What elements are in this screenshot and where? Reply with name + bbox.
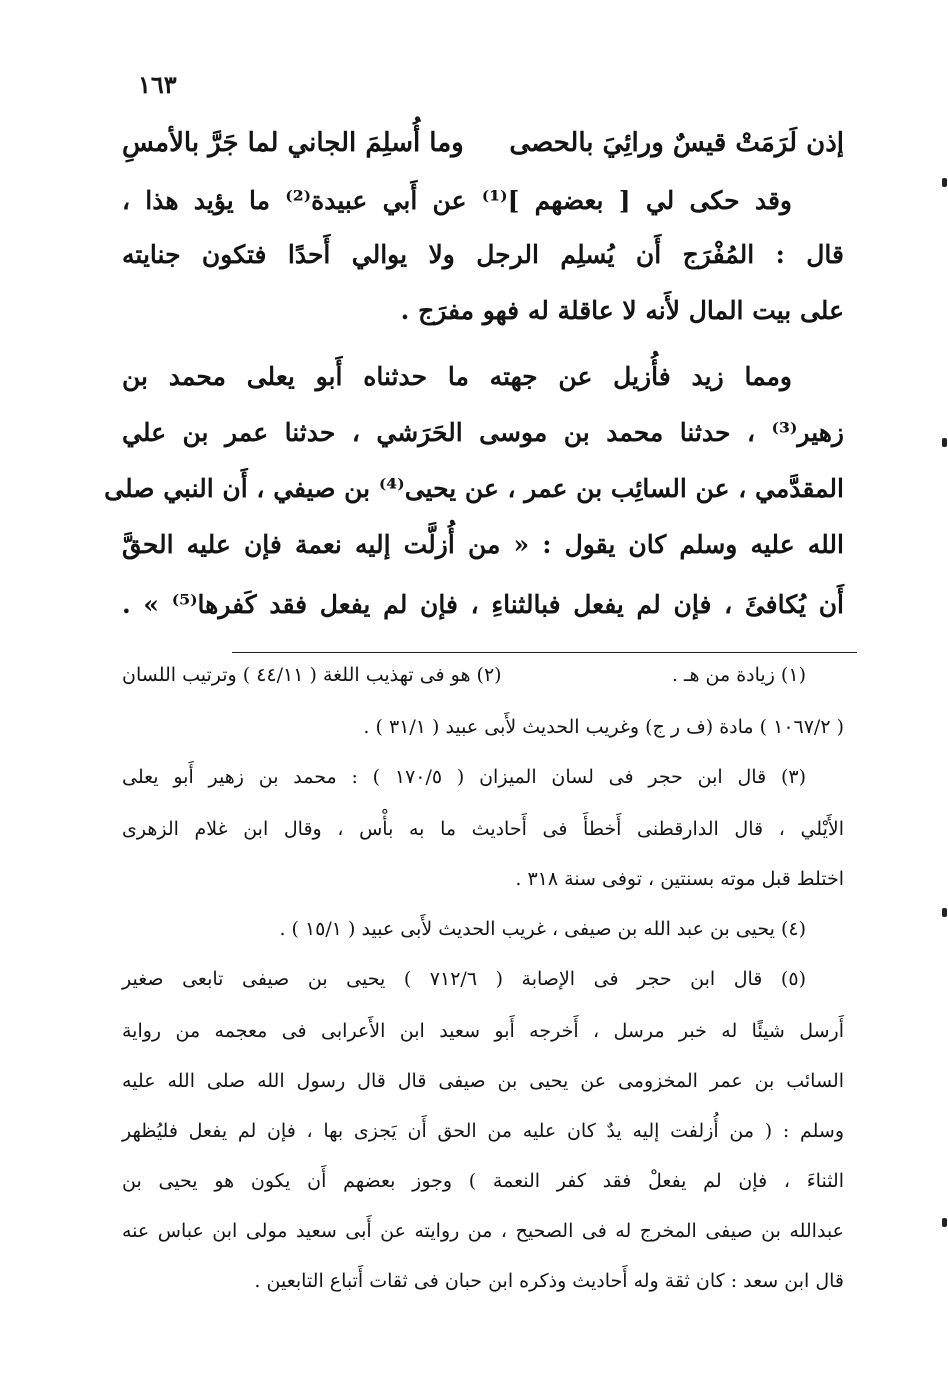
main-text-line: وقد حكى لي [ بعضهم ]⁽¹⁾ عن أَبي عبيدة⁽²⁾ ما يؤيد هذا ، (122, 186, 793, 215)
main-text-line: على بيت المال لأَنه لا عاقلة له فهو مفرَج . (400, 296, 844, 325)
margin-mark (942, 1218, 947, 1227)
footnote-3-line: (٣) قال ابن حجر فى لسان الميزان ( ١٧٠/٥ ) : محمد بن زهير أَبو يعلى (122, 766, 806, 788)
verse-second-hemistich: وما أُسلِمَ الجاني لما جَرَّ بالأمسِ (122, 128, 464, 158)
footnote-5-line: قال ابن سعد : كان ثقة وله أَحاديث وذكره ابن حبان فى ثقات أَتباع التابعين . (254, 1270, 844, 1292)
footnote-divider (232, 652, 857, 653)
main-text-line: المقدَّمي ، عن السائِب بن عمر ، عن يحيى⁽⁴⁾ بن صيفي ، أَن النبي صلى (104, 474, 844, 503)
main-text-line: أَن يُكافئَ ، فإن لم يفعل فبالثناءِ ، فإن لم يفعل فقد كَفرها⁽⁵⁾ » . (122, 590, 844, 619)
margin-mark (942, 438, 947, 447)
footnotes-1-2 (122, 664, 844, 700)
footnote-1: (١) زيادة من هـ . (671, 664, 806, 686)
footnote-2-continuation: ( ١٠٦٧/٢ ) مادة (ف ر ج) وغريب الحديث لأَبى عبيد ( ٣١/١ ) . (363, 716, 844, 738)
main-text-line: ومما زيد فأُزيل عن جهته ما حدثناه أَبو يعلى محمد بن (122, 362, 792, 391)
footnote-5-line: أَرسل شيئًا له خبر مرسل ، أَخرجه أَبو سعيد ابن الأَعرابى فى معجمه من رواية (122, 1020, 844, 1042)
main-text-line: الله عليه وسلم كان يقول : « من أُزلَّت إليه نعمة فإن عليه الحقَّ (122, 530, 844, 559)
poetry-verse (122, 120, 844, 170)
main-text-line: زهير⁽³⁾ ، حدثنا محمد بن موسى الحَرَشي ، حدثنا عمر بن علي (122, 418, 844, 447)
footnote-3-line: الأَيْلي ، قال الدارقطنى أَخطأَ فى أَحاديث ما به بأْس ، وقال ابن غلام الزهرى (122, 818, 844, 840)
verse-first-hemistich: إذن لَرَمَتْ قيسٌ ورائِيَ بالحصى (509, 128, 844, 158)
margin-mark (942, 908, 947, 917)
margin-mark (942, 178, 947, 187)
footnote-5-line: السائب بن عمر المخزومى عن يحيى بن صيفى قال قال رسول الله صلى الله عليه (122, 1070, 844, 1092)
footnote-5-line: وسلم : ( من أُزلفت إليه يدٌ كان عليه من الحق أَن يَجزى بها ، فإن لم يفعل فليُظهر (122, 1120, 844, 1142)
footnote-5-line: عبدالله بن صيفى المخرج له فى الصحيح ، من روايته عن أَبى سعيد مولى ابن عباس عنه (122, 1220, 844, 1242)
footnote-5-line: الثناءَ ، فإن لم يفعلْ فقد كفر النعمة ) وجوز بعضهم أَن يكون هو يحيى بن (122, 1170, 844, 1192)
footnote-3-line: اختلط قبل موته بسنتين ، توفى سنة ٣١٨ . (515, 868, 844, 890)
footnote-5-line: (٥) قال ابن حجر فى الإصابة ( ٧١٢/٦ ) يحيى بن صيفى تابعى صغير (122, 968, 806, 990)
main-text-line: قال : المُفْرَج أَن يُسلِم الرجل ولا يوالي أَحدًا فتكون جنايته (122, 240, 844, 269)
page-number: ١٦٣ (138, 70, 177, 99)
footnote-4: (٤) يحيى بن عبد الله بن صيفى ، غريب الحديث لأَبى عبيد ( ١٥/١ ) . (279, 918, 806, 940)
footnote-2: (٢) هو فى تهذيب اللغة ( ٤٤/١١ ) وترتيب اللسان (122, 664, 502, 686)
